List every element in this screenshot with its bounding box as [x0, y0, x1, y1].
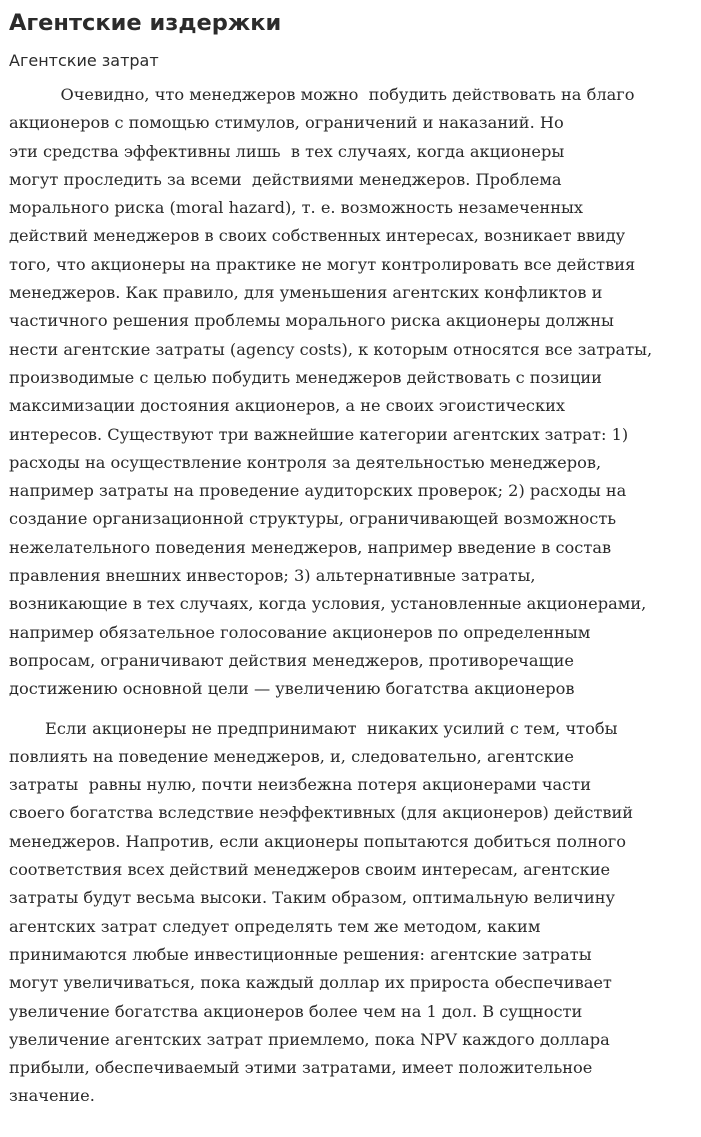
page-title: Агентские издержки — [9, 10, 282, 36]
document-page — [9, 8, 695, 1111]
paragraph-line: возникающие в тех случаях, когда условия, установленные акционерами, — [9, 594, 647, 614]
paragraph-line: морального риска (moral hazard), т. е. возможность незамеченных — [9, 198, 584, 218]
paragraph-line: например затраты на проведение аудиторских проверок; 2) расходы на — [9, 481, 627, 501]
paragraph-line: значение. — [9, 1086, 95, 1106]
paragraph-line: достижению основной цели — увеличению богатства акционеров — [9, 679, 575, 699]
paragraph-line: например обязательное голосование акционеров по определенным — [9, 622, 591, 642]
paragraph-line: создание организационной структуры, ограничивающей возможность — [9, 509, 617, 529]
paragraph-1 — [9, 81, 695, 704]
paragraph-line: Очевидно, что менеджеров можно побудить действовать на благо — [9, 85, 635, 104]
paragraph-line: могут увеличиваться, пока каждый доллар их прироста обеспечивает — [9, 973, 612, 993]
paragraph-line: прибыли, обеспечиваемый этими затратами, имеет положительное — [9, 1058, 593, 1078]
paragraph-line: акционеров с помощью стимулов, ограничений и наказаний. Но — [9, 113, 564, 133]
paragraph-line: действий менеджеров в своих собственных интересах, возникает ввиду — [9, 226, 626, 246]
paragraph-line: принимаются любые инвестиционные решения: агентские затраты — [9, 944, 592, 964]
paragraph-line: менеджеров. Напротив, если акционеры попытаются добиться полного — [9, 831, 626, 851]
paragraph-line: вопросам, ограничивают действия менеджеров, противоречащие — [9, 650, 574, 670]
paragraph-line: производимые с целью побудить менеджеров действовать с позиции — [9, 367, 602, 387]
paragraph-line: соответствия всех действий менеджеров своим интересам, агентские — [9, 860, 611, 880]
paragraph-line: правления внешних инвесторов; 3) альтернативные затраты, — [9, 566, 536, 586]
paragraph-line: Если акционеры не предпринимают никаких усилий с тем, чтобы — [9, 718, 618, 738]
paragraph-line: увеличение агентских затрат приемлемо, пока NPV каждого доллара — [9, 1029, 610, 1049]
paragraph-line: интересов. Существуют три важнейшие категории агентских затрат: 1) — [9, 424, 629, 444]
paragraph-line: повлиять на поведение менеджеров, и, следовательно, агентские — [9, 746, 574, 766]
paragraph-line: могут проследить за всеми действиями менеджеров. Проблема — [9, 169, 562, 189]
paragraph-line: увеличение богатства акционеров более чем на 1 дол. В сущности — [9, 1001, 583, 1021]
paragraph-line: затраты будут весьма высоки. Таким образом, оптимальную величину — [9, 888, 616, 908]
page-subtitle: Агентские затрат — [9, 51, 159, 70]
paragraph-line: менеджеров. Как правило, для уменьшения агентских конфликтов и — [9, 283, 603, 303]
paragraph-line: агентских затрат следует определять тем же методом, каким — [9, 916, 541, 936]
paragraph-line: нести агентские затраты (agency costs), к которым относятся все затраты, — [9, 339, 653, 359]
paragraph-line: затраты равны нулю, почти неизбежна потеря акционерами части — [9, 775, 591, 795]
paragraph-line: частичного решения проблемы морального риска акционеры должны — [9, 311, 614, 331]
paragraph-line: эти средства эффективны лишь в тех случаях, когда акционеры — [9, 141, 565, 161]
paragraph-line: расходы на осуществление контроля за деятельностью менеджеров, — [9, 452, 602, 472]
paragraph-line: максимизации достояния акционеров, а не своих эгоистических — [9, 396, 566, 416]
paragraph-line: своего богатства вследствие неэффективных (для акционеров) действий — [9, 803, 634, 823]
paragraph-2 — [9, 715, 695, 1111]
paragraph-line: нежелательного поведения менеджеров, например введение в состав — [9, 537, 612, 557]
paragraph-line: того, что акционеры на практике не могут контролировать все действия — [9, 254, 636, 274]
